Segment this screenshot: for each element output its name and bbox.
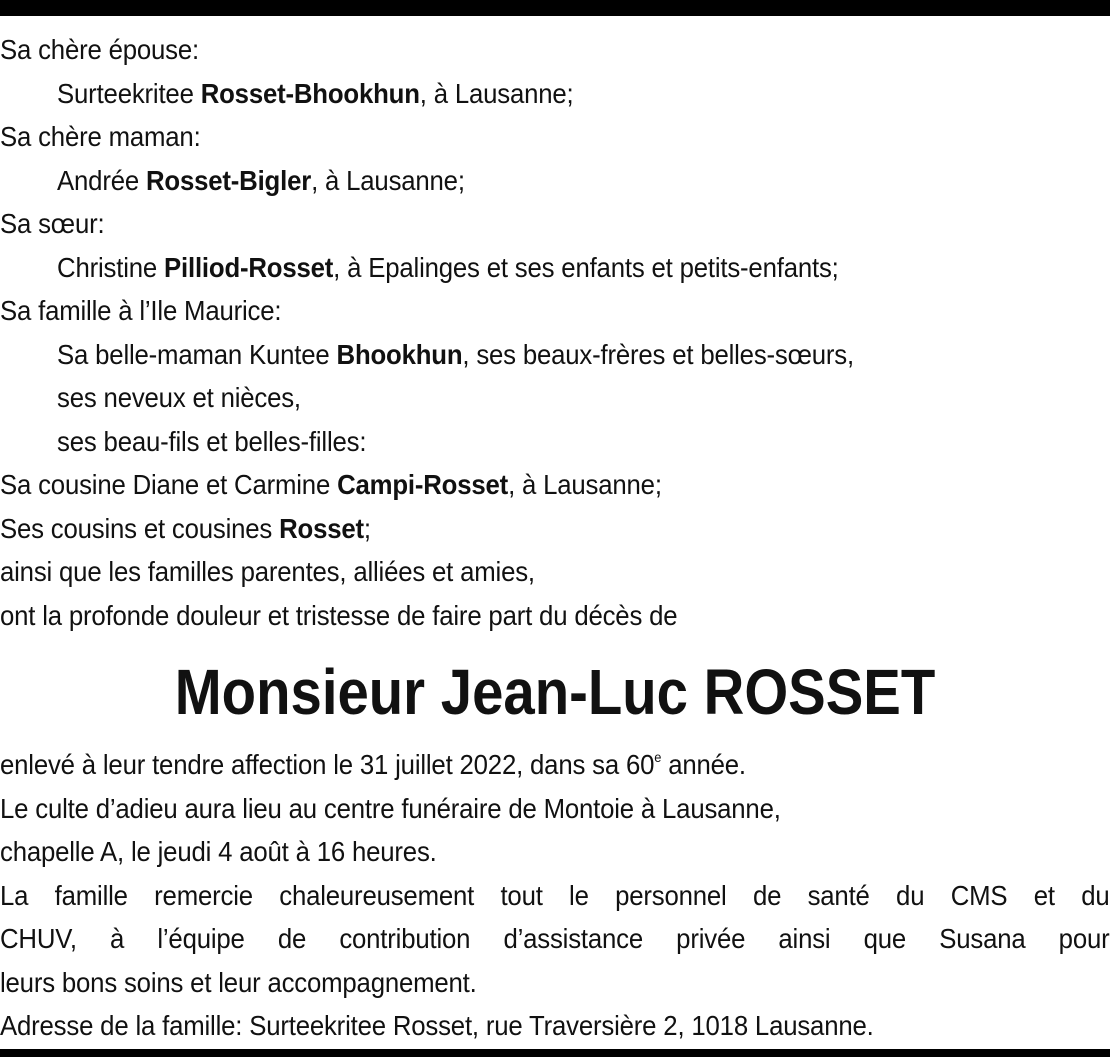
family-member: Christine Pilliod-Rosset, à Epalinges et ses enfants et petits-enfants;	[57, 251, 839, 283]
family-member-surname: Pilliod-Rosset	[164, 251, 334, 283]
bottom-rule	[0, 1049, 1110, 1057]
family-member-surname: Rosset-Bhookhun	[200, 77, 420, 109]
cousins-line: Ses cousins et cousines Rosset;	[0, 512, 371, 544]
family-member: ses neveux et nièces,	[57, 382, 301, 413]
family-label: Sa famille à l’Ile Maurice:	[0, 295, 282, 326]
family-label: Sa chère maman:	[0, 121, 201, 152]
families-line: ainsi que les familles parentes, alliées et amies,	[0, 556, 535, 587]
cousin-line: Sa cousine Diane et Carmine Campi-Rosset, à Lausanne;	[0, 469, 662, 500]
ceremony-line: Le culte d’adieu aura lieu au centre funéraire de Montoie à Lausanne,	[0, 792, 781, 824]
announcement-line: ont la profonde douleur et tristesse de faire part du décès de	[0, 599, 678, 631]
top-rule	[0, 0, 1110, 16]
family-member: Andrée Rosset-Bigler, à Lausanne;	[57, 164, 465, 196]
cousins-surname: Rosset	[279, 512, 364, 544]
thanks-line: La famille remercie chaleureusement tout le personnel de santé du CMS et du	[0, 879, 1110, 911]
cousin-surname: Campi-Rosset	[337, 469, 509, 500]
death-date-line: enlevé à leur tendre affection le 31 juillet 2022, dans sa 60e année.	[0, 749, 746, 780]
thanks-line: CHUV, à l’équipe de contribution d’assistance privée ainsi que Susana pour	[0, 923, 1110, 954]
thanks-line: leurs bons soins et leur accompagnement.	[0, 966, 477, 998]
deceased-name: Monsieur Jean-Luc ROSSET	[174, 656, 936, 728]
ceremony-line: chapelle A, le jeudi 4 août à 16 heures.	[0, 836, 437, 867]
family-member: Sa belle-maman Kuntee Bhookhun, ses beaux-frères et belles-sœurs,	[57, 338, 854, 370]
family-member-surname: Rosset-Bigler	[145, 164, 312, 196]
family-address: Adresse de la famille: Surteekritee Rosset, rue Traversière 2, 1018 Lausanne.	[0, 1010, 874, 1041]
family-label: Sa chère épouse:	[0, 34, 199, 65]
obituary-notice	[0, 28, 1110, 1048]
family-member-surname: Bhookhun	[336, 338, 463, 370]
family-member: Surteekritee Rosset-Bhookhun, à Lausanne;	[57, 77, 574, 109]
family-label: Sa sœur:	[0, 208, 105, 239]
ordinal-superscript: e	[654, 749, 662, 765]
family-member: ses beau-fils et belles-filles:	[57, 425, 367, 457]
